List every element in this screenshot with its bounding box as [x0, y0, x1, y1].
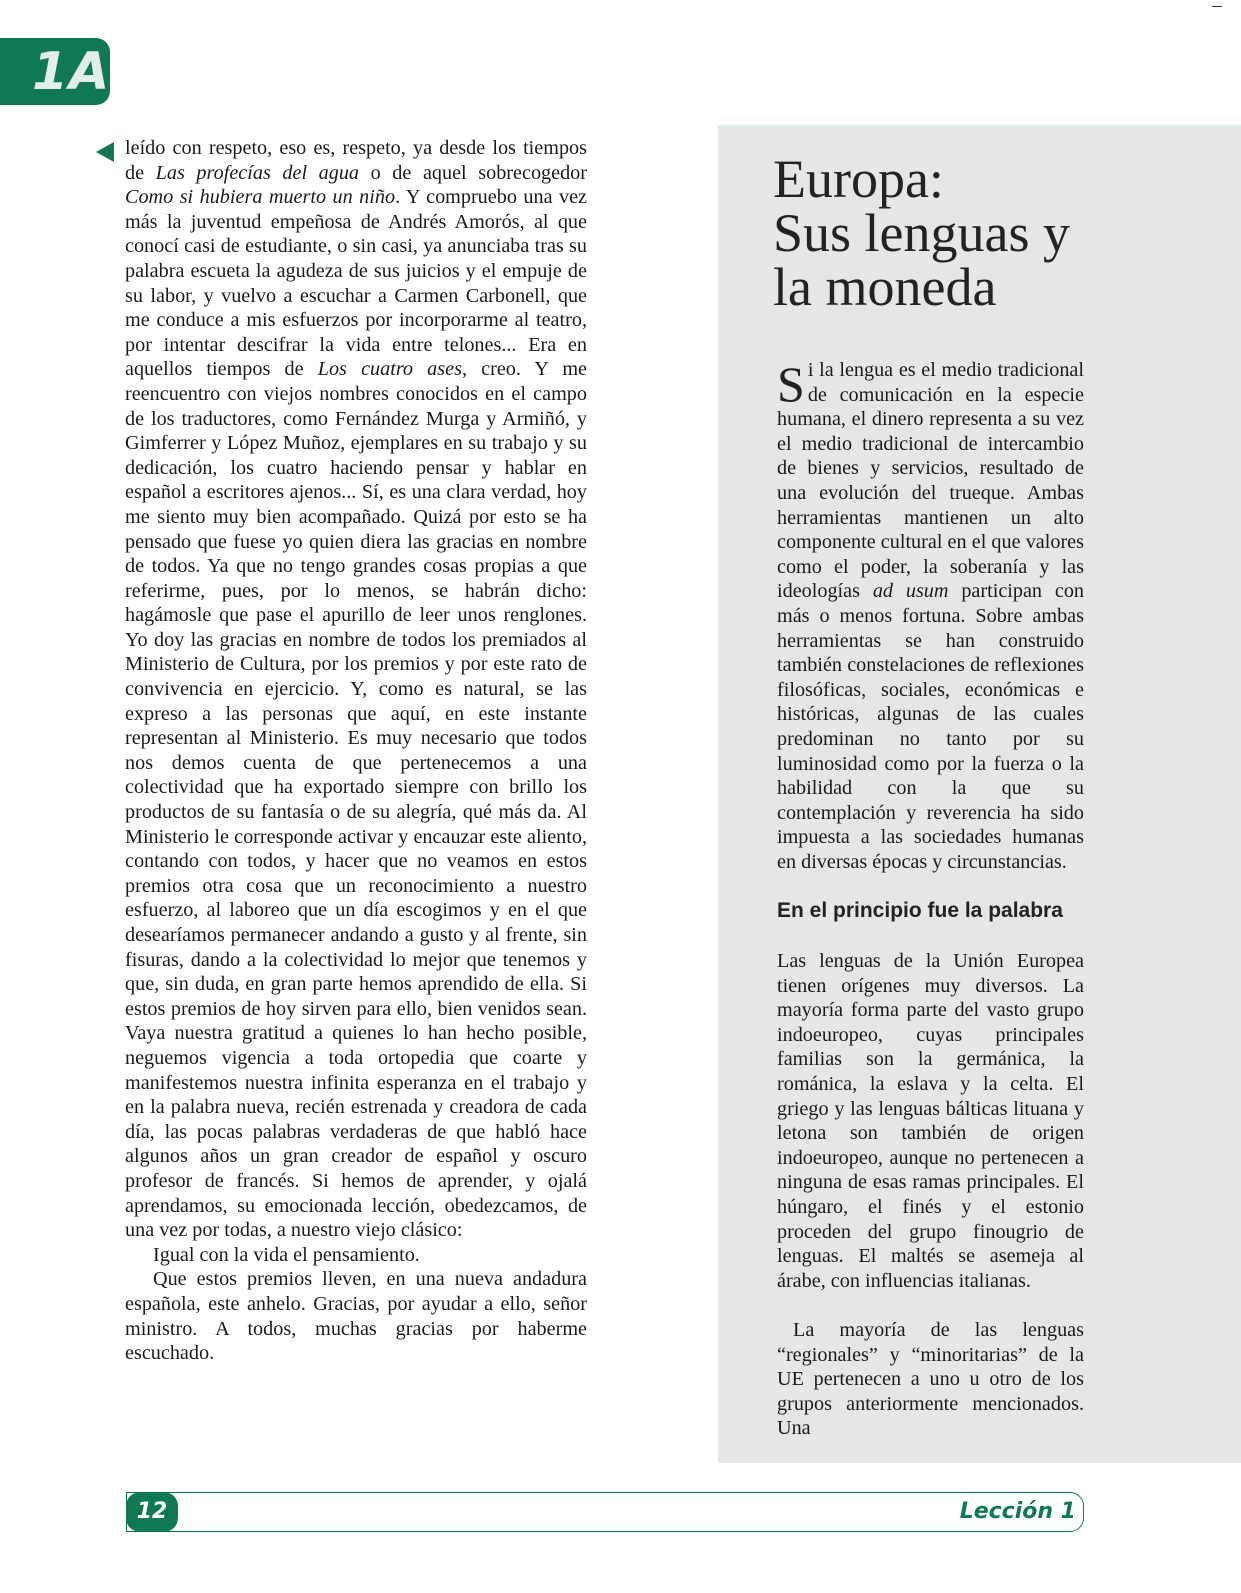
text-run: , creo. Y me reencuentro con viejos nombres conocidos en el campo de los traductores, como Fernández Murga y Armiñó, y Gimferrer y López Muñoz, ejemplares en su trabajo y su dedicación, los cuatro haciendo pensar y hablar en español a escritores ajenos... Sí, es una clara verdad, hoy me siento muy bien acompañado. Quizá por esto se ha pensado que fuese yo quien diera las gracias en nombre de todos. Ya que no tengo grandes cosas propias a que referirme, pues, por lo menos, se habrán dicho: hagámosle que pase el apurillo de leer unos renglones. Yo doy las gracias en nombre de todos los premiados al Ministerio de Cultura, por los premios y por este rato de convivencia en ejercicio. Y, como es natural, se las expreso a las personas que aquí, en este instante representan al Ministerio. Es muy necesario que todos nos demos cuenta de que pertenecemos a una colectividad que ha exportado siempre con brillo los productos de su fantasía o de su alegría, qué más da. Al Ministerio le corresponde activar y encauzar este aliento, contando con todos, y hacer que no veamos en estos premios otra cosa que un reconocimiento a nuestro esfuerzo, al laboreo que un día escogimos y en el que desearíamos permanecer andando a gusto y al frente, sin fisuras, dando a la colectividad lo mejor que tenemos y que, sin duda, en gran parte hemos aprendido de ella. Si estos premios de hoy sirven para ello, bien venidos sean. Vaya nuestra gratitud a quienes lo han hecho posible, neguemos vigencia a toda ortopedia que coarte y manifestemos nuestra infinita esperanza en el trabajo y en la palabra nueva, recién estrenada y creadora de cada día, las pocas palabras verdaderas de que habló hace algunos años un gran creador de español y oscuro profesor de francés. Si hemos de aprender, y ojalá aprendamos, su emocionada lección, obedezcamos, de una vez por todas, a nuestro viejo clásico: — [125, 358, 587, 1242]
book-title: Las profecías del agua — [155, 161, 360, 184]
sidebar-intro — [777, 358, 1084, 874]
quoted-verse: Igual con la vida el pensamiento. — [153, 1243, 420, 1266]
text-run: i la lengua es el medio tradicional de comunicación en la especie humana, el dinero representa a su vez el medio tradicional de intercambio de bienes y servicios, resultado de una evolución del trueque. Ambas herramientas mantienen un alto componente cultural en el que valores como el poder, la soberanía y las ideologías — [777, 359, 1084, 603]
text-run: leído con respeto, eso es, respeto, ya desde los tiempos de — [125, 137, 587, 184]
continuation-arrow-icon — [96, 142, 114, 162]
main-text-column — [125, 136, 587, 1366]
section-heading: En el principio fue la palabra — [777, 899, 1063, 922]
title-line: Sus lenguas y — [773, 203, 1070, 263]
latin-phrase: ad usum — [872, 580, 949, 603]
footer-bar — [126, 1492, 1084, 1532]
sidebar-paragraph: Las lenguas de la Unión Europea tienen orígenes muy diversos. La mayoría forma parte del vasto grupo indoeuropeo, cuyas principales familias son la germánica, la románica, la eslava y la celta. El griego y las lenguas bálticas lituana y letona son también de origen indoeuropeo, aunque no pertenecen a ninguna de esas ramas principales. El húngaro, el finés y el estonio proceden del grupo finougrio de lenguas. El maltés se asemeja al árabe, con influencias italianas. — [777, 950, 1084, 1292]
book-title: Los cuatro ases — [317, 358, 462, 381]
page-number: 12 — [126, 1492, 178, 1532]
lesson-label: Lección 1 — [959, 1499, 1076, 1524]
drop-cap: S — [777, 356, 805, 412]
body-paragraph: Que estos premios lleven, en una nueva andadura española, este anhelo. Gracias, por ayudar a ello, señor ministro. A todos, muchas gracias por haberme escuchado. — [125, 1268, 587, 1365]
text-run: . Y compruebo una vez más la juventud empeñosa de Andrés Amorós, al que conocí casi de estudiante, o sin casi, ya anunciaba tras su palabra escueta la agudeza de sus juicios y el empuje de su labor, y vuelvo a escuchar a Carmen Carbonell, que me conduce a mis esfuerzos por incorporarme al teatro, por intentar descifrar la vida entre telones... Era en aquellos tiempos de — [125, 186, 587, 381]
unit-tab — [0, 38, 110, 105]
title-line: la moneda — [773, 257, 997, 317]
sidebar-paragraph: La mayoría de las lenguas “regionales” y “minoritarias” de la UE pertenecen a uno u otro de los grupos anteriormente mencionados. Una — [777, 1319, 1084, 1440]
body-paragraph — [125, 136, 587, 1243]
crop-mark — [1212, 6, 1222, 7]
text-run: o de aquel sobrecogedor — [359, 161, 587, 184]
text-run: participan con más o menos fortuna. Sobre ambas herramientas se han construido también constelaciones de reflexiones filosóficas, sociales, económicas e históricas, algunas de las cuales predominan no tanto por su luminosidad como por la fuerza o la habilidad con la que su contemplación y reverencia ha sido impuesta a las sociedades humanas en diversas épocas y circunstancias. — [777, 580, 1085, 873]
book-title: Como si hubiera muerto un niño — [125, 186, 396, 209]
unit-tab-label: 1A — [32, 42, 111, 102]
sidebar-title — [773, 149, 1173, 317]
title-line: Europa: — [773, 149, 944, 209]
